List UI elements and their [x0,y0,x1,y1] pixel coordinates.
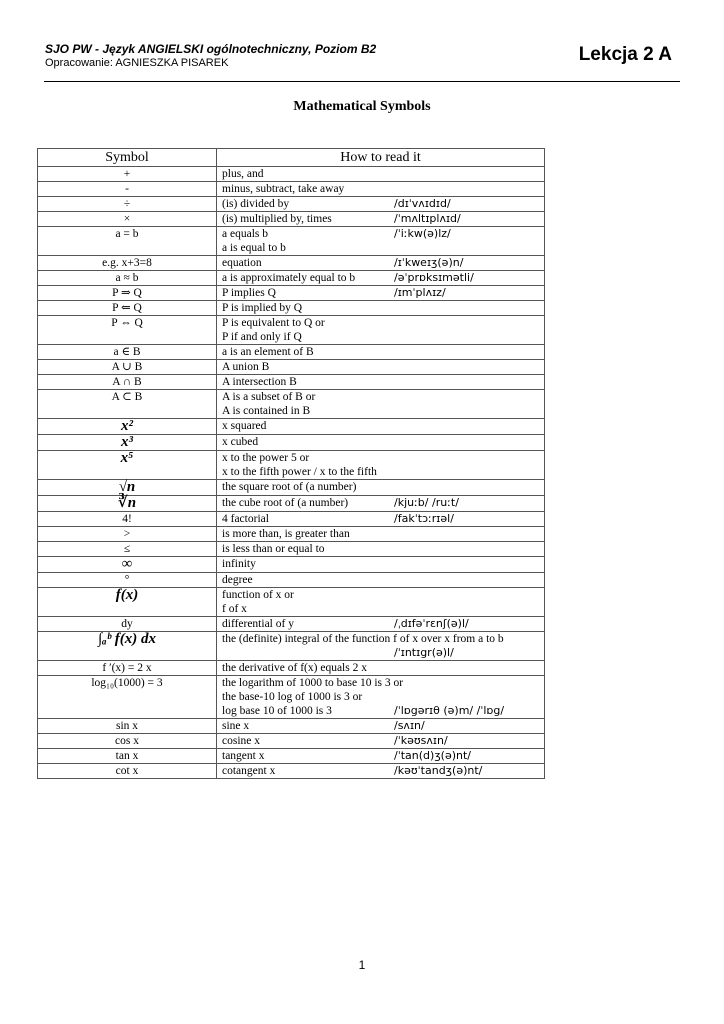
reading-text: is more than, is greater than [222,528,350,540]
symbol-text: 4! [122,513,132,525]
symbol-text: log₁₀(1000) = 3 [91,677,163,689]
reading-cell [217,212,545,227]
reading-text: f of x [222,603,247,615]
symbol-cell [38,588,217,617]
reading-line [222,704,539,718]
reading-cell [217,557,545,573]
symbol-cell [38,345,217,360]
symbol-text: e.g. x+3=8 [102,257,152,269]
symbol-text: - [125,183,129,195]
reading-line [222,632,539,646]
reading-text: 4 factorial [222,513,269,525]
reading-cell [217,360,545,375]
table-row [38,451,545,480]
symbol-cell [38,512,217,527]
table-row [38,360,545,375]
symbol-cell [38,419,217,435]
symbol-text: a = b [115,228,139,240]
reading-cell [217,573,545,588]
table-row [38,588,545,617]
reading-line [222,301,539,315]
reading-text: a is approximately equal to b [222,272,356,284]
symbol-text: > [123,528,131,540]
symbol-cell [38,661,217,676]
pronunciation-text: /ˈmʌltɪplʌɪd/ [394,212,461,225]
reading-line [222,480,539,494]
reading-cell [217,390,545,419]
reading-line [222,390,539,404]
reading-line [222,241,539,255]
pronunciation-text: /fakˈtɔːrɪəl/ [394,512,454,525]
reading-text: A is contained in B [222,405,311,417]
reading-text: tangent x [222,750,265,762]
symbol-text: x² [121,418,133,434]
reading-cell [217,227,545,256]
reading-text: the (definite) integral of the function f of x over x from a to b [222,633,504,645]
reading-line [222,661,539,675]
table-row [38,271,545,286]
reading-cell [217,749,545,764]
pronunciation-text: /dɪˈvʌɪdɪd/ [394,197,451,210]
symbol-text: A ⊂ B [111,391,143,403]
reading-cell [217,316,545,345]
reading-cell [217,480,545,496]
reading-text: A union B [222,361,270,373]
pronunciation-text: /sʌɪn/ [394,719,425,732]
reading-text: x cubed [222,436,259,448]
symbol-text: ° [124,574,130,586]
reading-line [222,212,539,226]
table-body [38,167,545,779]
reading-text: A intersection B [222,376,297,388]
symbol-cell [38,271,217,286]
symbol-cell [38,435,217,451]
symbol-cell [38,632,217,661]
reading-text: is less than or equal to [222,543,325,555]
symbol-cell [38,480,217,496]
table-row [38,734,545,749]
symbol-cell [38,301,217,316]
table-row [38,512,545,527]
reading-cell [217,542,545,557]
header-divider [44,81,680,82]
reading-text: a is equal to b [222,242,286,254]
reading-text: the base-10 log of 1000 is 3 or [222,691,363,703]
reading-text: x squared [222,420,267,432]
table-row [38,286,545,301]
reading-line [222,197,539,211]
symbol-cell [38,212,217,227]
table-row [38,527,545,542]
pronunciation-text: /ˈtan(d)ʒ(ə)nt/ [394,749,472,762]
reading-line [222,316,539,330]
reading-text: log base 10 of 1000 is 3 [222,705,332,717]
table-row [38,197,545,212]
symbol-cell [38,360,217,375]
header-how-to-read: How to read it [217,149,545,167]
reading-text: equation [222,257,262,269]
reading-line [222,749,539,763]
reading-line [222,256,539,270]
symbol-text: ∞ [121,556,133,572]
symbol-text: √n [118,479,136,495]
reading-text: P if and only if Q [222,331,302,343]
reading-line [222,734,539,748]
symbol-cell [38,542,217,557]
pronunciation-text: /ˈkəʊsʌɪn/ [394,734,448,747]
reading-cell [217,271,545,286]
reading-text: A is a subset of B or [222,391,316,403]
reading-text: a is an element of B [222,346,314,358]
header-left [45,42,376,70]
symbol-text: f ′(x) = 2 x [102,662,152,674]
reading-text: P is equivalent to Q or [222,317,325,329]
symbol-cell [38,182,217,197]
pronunciation-text: /ɪmˈplʌɪz/ [394,286,446,299]
symbol-cell [38,256,217,271]
table-row [38,227,545,256]
table-row [38,390,545,419]
pronunciation-text: /ˈiːkw(ə)lz/ [394,227,451,240]
reading-line [222,764,539,778]
symbol-cell [38,286,217,301]
reading-line [222,512,539,526]
reading-cell [217,512,545,527]
reading-cell [217,197,545,212]
page-number: 1 [358,958,366,972]
reading-line [222,557,539,571]
table-row [38,557,545,573]
reading-text: (is) divided by [222,198,290,210]
symbol-text: sin x [115,720,139,732]
reading-cell [217,588,545,617]
reading-text: P implies Q [222,287,276,299]
symbol-cell [38,390,217,419]
table-row [38,316,545,345]
reading-cell [217,734,545,749]
symbol-cell [38,573,217,588]
symbol-cell [38,227,217,256]
symbol-text: cos x [115,735,139,747]
reading-text: x to the fifth power / x to the fifth [222,466,377,478]
author-line: Opracowanie: AGNIESZKA PISAREK [45,57,229,69]
reading-cell [217,451,545,480]
pronunciation-text: /ˈlɒgərɪθ (ə)m/ /ˈlɒg/ [394,704,505,717]
reading-line [222,542,539,556]
reading-line [222,451,539,465]
reading-text: the derivative of f(x) equals 2 x [222,662,367,674]
reading-cell [217,182,545,197]
symbol-text: A ∩ B [112,376,142,388]
table-row [38,573,545,588]
pronunciation-text: /ˈɪntɪgr(ə)l/ [394,646,454,659]
reading-line [222,617,539,631]
reading-line [222,404,539,418]
symbol-cell [38,676,217,719]
table-row [38,496,545,512]
pronunciation-text: /əˈprɒksɪmətli/ [394,271,474,284]
reading-text: the cube root of (a number) [222,497,349,509]
symbol-text: tan x [115,750,139,762]
symbol-cell [38,375,217,390]
reading-line [222,690,539,704]
reading-cell [217,167,545,182]
reading-line [222,330,539,344]
reading-text: (is) multiplied by, times [222,213,332,225]
table-row [38,764,545,779]
reading-line [222,271,539,285]
reading-cell [217,764,545,779]
reading-cell [217,419,545,435]
symbol-cell [38,719,217,734]
reading-cell [217,256,545,271]
header-symbol: Symbol [38,149,217,167]
reading-text: differential of y [222,618,294,630]
reading-line [222,419,539,433]
reading-text: P is implied by Q [222,302,303,314]
symbol-text: ÷ [123,198,131,210]
table-row [38,167,545,182]
pronunciation-text: /ˌdɪfəˈrɛnʃ(ə)l/ [394,617,469,630]
reading-text: degree [222,574,253,586]
lesson-label: Lekcja 2 A [578,44,672,65]
reading-line [222,573,539,587]
symbol-text: ∫ₐᵇ f(x) dx [98,631,156,647]
symbol-cell [38,617,217,632]
reading-text: sine x [222,720,250,732]
reading-line [222,435,539,449]
reading-cell [217,435,545,451]
reading-text: a equals b [222,228,268,240]
reading-line [222,588,539,602]
symbol-text: + [123,168,131,180]
reading-cell [217,661,545,676]
reading-text: cosine x [222,735,261,747]
reading-line [222,646,539,660]
reading-cell [217,345,545,360]
reading-line [222,286,539,300]
table-row [38,719,545,734]
reading-line [222,602,539,616]
symbol-cell [38,764,217,779]
symbol-cell [38,557,217,573]
reading-cell [217,632,545,661]
reading-line [222,182,539,196]
table-row [38,676,545,719]
table-row [38,212,545,227]
reading-text: plus, and [222,168,264,180]
symbol-cell [38,197,217,212]
table-row [38,345,545,360]
reading-line [222,360,539,374]
reading-line [222,676,539,690]
course-title: SJO PW - Język ANGIELSKI ogólnotechniczny, Poziom B2 [45,42,377,56]
table-row [38,435,545,451]
table-row [38,661,545,676]
reading-cell [217,527,545,542]
reading-cell [217,676,545,719]
symbol-text: dy [121,618,133,630]
reading-cell [217,617,545,632]
reading-cell [217,286,545,301]
symbol-cell [38,451,217,480]
reading-cell [217,719,545,734]
reading-line [222,167,539,181]
symbol-cell [38,316,217,345]
reading-cell [217,301,545,316]
symbols-table [37,148,545,779]
reading-line [222,496,539,510]
table-row [38,542,545,557]
table-row [38,480,545,496]
symbol-text: P ⇒ Q [112,287,142,299]
reading-text: infinity [222,558,256,570]
reading-text: the square root of (a number) [222,481,357,493]
reading-text: minus, subtract, take away [222,183,345,195]
table-row [38,632,545,661]
reading-text: the logarithm of 1000 to base 10 is 3 or [222,677,404,689]
reading-line [222,465,539,479]
table-row [38,256,545,271]
symbol-cell [38,496,217,512]
symbol-text: a ∈ B [113,346,141,358]
symbol-text: P ⇐ Q [112,302,142,314]
symbol-text: × [123,213,131,225]
symbol-cell [38,167,217,182]
pronunciation-text: /kəʊˈtandʒ(ə)nt/ [394,764,483,777]
table-row [38,749,545,764]
symbol-text: a ≈ b [115,272,139,284]
symbol-text: x³ [121,434,133,450]
table-row [38,375,545,390]
symbol-text: ∛n [117,495,137,511]
table-row [38,301,545,316]
symbol-text: P ⇔ Q [111,317,143,329]
table-row [38,182,545,197]
symbol-cell [38,527,217,542]
reading-line [222,719,539,733]
symbol-text: f(x) [115,587,139,603]
table-row [38,617,545,632]
page-title: Mathematical Symbols [293,99,431,114]
pronunciation-text: /kjuːb/ /ruːt/ [394,496,459,509]
table-row [38,419,545,435]
symbol-text: A ∪ B [111,361,143,373]
reading-cell [217,375,545,390]
reading-text: x to the power 5 or [222,452,310,464]
reading-line [222,227,539,241]
reading-cell [217,496,545,512]
symbol-text: ≤ [123,543,131,555]
reading-text: cotangent x [222,765,276,777]
reading-line [222,527,539,541]
symbol-text: x⁵ [120,450,134,466]
pronunciation-text: /ɪˈkweɪʒ(ə)n/ [394,256,464,269]
symbol-cell [38,749,217,764]
table-header-row [38,149,545,167]
symbol-cell [38,734,217,749]
reading-line [222,345,539,359]
reading-text: function of x or [222,589,294,601]
reading-line [222,375,539,389]
reading-text [222,646,394,660]
symbol-text: cot x [115,765,139,777]
